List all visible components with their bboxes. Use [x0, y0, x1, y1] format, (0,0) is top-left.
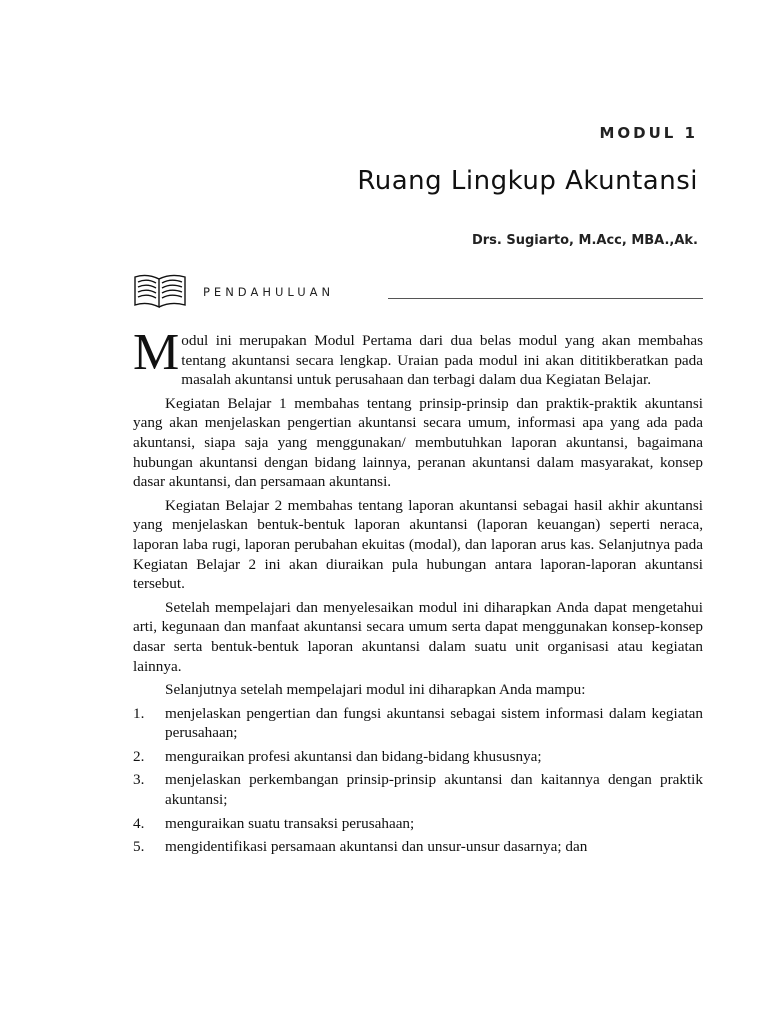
list-item-text: menguraikan profesi akuntansi dan bidang-bidang khususnya;	[165, 747, 542, 765]
list-item	[133, 704, 703, 743]
page-title: Ruang Lingkup Akuntansi	[357, 166, 698, 196]
paragraph-goals: Setelah mempelajari dan menyelesaikan modul ini diharapkan Anda dapat mengetahui arti, kegunaan dan manfaat akuntansi secara umum serta dapat menggunakan konsep-konsep dasar serta bentuk-bentuk laporan akuntansi dalam suatu unit organisasi atau kegiatan lainnya.	[133, 598, 703, 675]
list-item	[133, 837, 703, 857]
list-item-number: 4.	[133, 814, 145, 832]
section-heading: PENDAHULUAN	[203, 285, 335, 299]
paragraph-kegiatan-belajar-1: Kegiatan Belajar 1 membahas tentang prinsip-prinsip dan praktik-praktik akuntansi yang akan menjelaskan pengertian akuntansi secara umum, informasi apa yang ada pada akuntansi, siapa saja yang menggunakan/ membutuhkan laporan akuntansi, bagaimana hubungan akuntansi dengan bidang lainnya, peranan akuntansi dalam masyarakat, konsep dasar akuntansi, dan persamaan akuntansi.	[133, 394, 703, 491]
module-label: MODUL 1	[599, 124, 698, 142]
list-item-text: menjelaskan pengertian dan fungsi akuntansi sebagai sistem informasi dalam kegiatan perusahaan;	[165, 704, 703, 742]
list-item-number: 1.	[133, 704, 145, 722]
list-item-text: menguraikan suatu transaksi perusahaan;	[165, 814, 415, 832]
list-item-text: menjelaskan perkembangan prinsip-prinsip akuntansi dan kaitannya dengan praktik akuntansi;	[165, 771, 703, 809]
list-item-number: 2.	[133, 747, 145, 765]
list-item-number: 5.	[133, 838, 145, 856]
list-item	[133, 770, 703, 809]
document-body	[133, 324, 703, 861]
list-item	[133, 747, 703, 767]
author-name: Drs. Sugiarto, M.Acc, MBA.,Ak.	[471, 233, 698, 248]
intro-paragraph-text: odul ini merupakan Modul Pertama dari dua belas modul yang akan membahas tentang akuntansi secara lengkap. Uraian pada modul ini akan dititikberatkan pada masalah akuntansi untuk perusahaan dan terbagi dalam dua Kegiatan Belajar.	[181, 332, 703, 389]
objectives-list	[133, 704, 703, 857]
list-item-number: 3.	[133, 771, 145, 789]
paragraph-kegiatan-belajar-2: Kegiatan Belajar 2 membahas tentang laporan akuntansi sebagai hasil akhir akuntansi yang menjelaskan bentuk-bentuk laporan akuntansi (laporan keuangan) seperti neraca, laporan laba rugi, laporan perubahan ekuitas (modal), dan laporan arus kas. Selanjutnya pada Kegiatan Belajar 2 ini akan diuraikan pula hubungan antara laporan-laporan akuntansi tersebut.	[133, 496, 703, 593]
paragraph-list-intro: Selanjutnya setelah mempelajari modul ini diharapkan Anda mampu:	[165, 681, 586, 699]
open-book-icon	[133, 273, 187, 309]
section-divider	[388, 298, 703, 299]
intro-paragraph	[133, 324, 703, 390]
list-item-text: mengidentifikasi persamaan akuntansi dan unsur-unsur dasarnya; dan	[165, 838, 588, 856]
drop-cap: M	[133, 324, 180, 381]
list-item	[133, 814, 703, 834]
